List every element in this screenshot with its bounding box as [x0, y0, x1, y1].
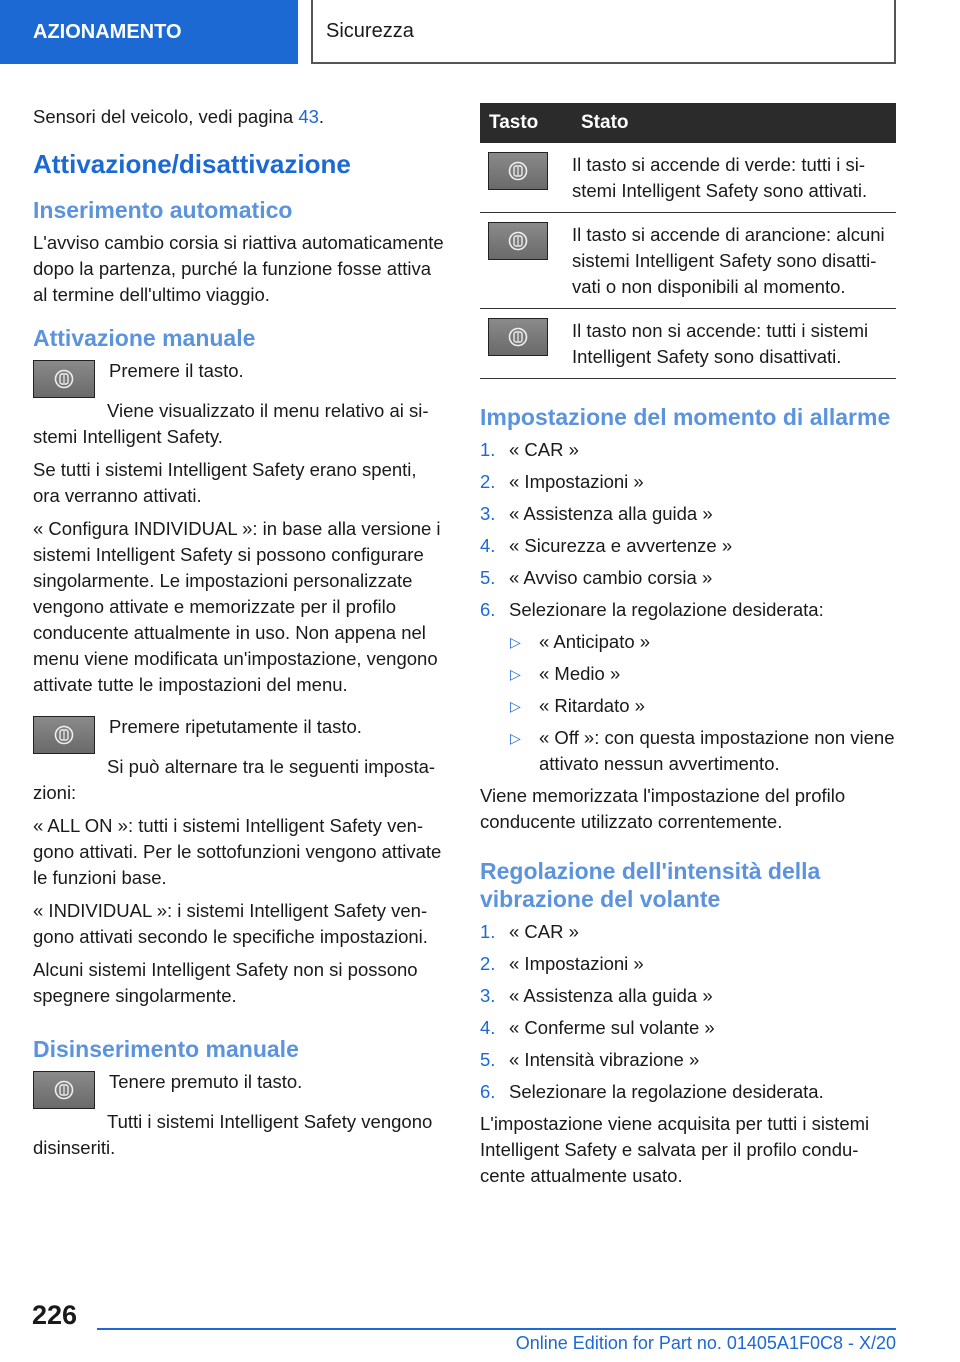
list-item: ▷ « Anticipato »	[509, 629, 896, 655]
intelligent-safety-icon	[54, 725, 74, 745]
list-item: ▷ « Ritardato »	[509, 693, 896, 719]
table-header-row	[480, 103, 896, 143]
intro-paragraph: Sensori del veicolo, vedi pagina 43.	[33, 106, 325, 127]
manual-individual-text: « Configura INDIVIDUAL »: in base alla versione i sistemi Intelligent Safety si possono configurare singolarmente. Le impostazioni personalizzate vengono attivate e memorizzate per il profilo conducente attualmente in uso. Non appena nel menu viene modificata un'impostazione, vengono attivate tutte le impostazioni del menu.	[33, 518, 441, 695]
list-item: ▷ « Medio »	[509, 661, 896, 687]
list-item: 2. « Impostazioni »	[480, 471, 644, 492]
list-item: 1. « CAR »	[480, 921, 579, 942]
manual-press-text: Premere il tasto.	[109, 360, 244, 381]
page-number: 226	[32, 1300, 78, 1330]
table-state-cell: Il tasto non si accende: tutti i sistemi Intelligent Safety sono disattivati.	[572, 309, 896, 379]
deact-hold-text: Tenere premuto il tasto.	[109, 1071, 303, 1092]
manual-press-row	[33, 358, 447, 398]
triangle-bullet-icon: ▷	[510, 730, 521, 746]
safety-button-image	[488, 318, 548, 356]
repeat-press-text: Premere ripetutamente il tasto.	[109, 716, 362, 737]
table-key-cell	[480, 213, 572, 309]
right-column	[480, 103, 896, 1196]
heading-vibration: Regolazione dell'intensità della vibrazione del volante	[480, 858, 821, 912]
individual-text: « INDIVIDUAL »: i sistemi Intelligent Safety vengono attivati secondo le specifiche impostazioni.	[33, 900, 428, 947]
safety-button-image	[33, 716, 95, 754]
footer-divider	[97, 1328, 896, 1330]
heading-alarm: Impostazione del momento di allarme	[480, 404, 891, 430]
table-row	[480, 213, 896, 309]
intelligent-safety-icon	[54, 369, 74, 389]
triangle-bullet-icon: ▷	[510, 666, 521, 682]
table-state-cell: Il tasto si accende di arancione: alcuni sistemi Intelligent Safety sono disattivati o non disponibili al momento.	[572, 213, 896, 309]
list-item: 6. Selezionare la regolazione desiderata.	[480, 1081, 824, 1102]
intelligent-safety-icon	[508, 161, 528, 181]
section-tab: AZIONAMENTO	[0, 0, 298, 64]
deact-all-text: Tutti i sistemi Intelligent Safety vengono disinseriti.	[33, 1111, 433, 1158]
list-item: 3. « Assistenza alla guida »	[480, 503, 713, 524]
repeat-press-row	[33, 714, 447, 754]
list-item: 4. « Conferme sul volante »	[480, 1017, 715, 1038]
table-key-cell	[480, 143, 572, 213]
manual-shown-text: Viene visualizzato il menu relativo ai sistemi Intelligent Safety.	[33, 400, 429, 447]
safety-button-image	[33, 1071, 95, 1109]
heading-auto: Inserimento automatico	[33, 197, 293, 223]
table-row	[480, 309, 896, 379]
heading-manual: Attivazione manuale	[33, 325, 256, 351]
heading-deactivation: Disinserimento manuale	[33, 1036, 299, 1062]
table-header-state: Stato	[572, 103, 896, 143]
table-row	[480, 143, 896, 213]
table-header-key: Tasto	[480, 103, 572, 143]
deact-row	[33, 1069, 447, 1109]
alarm-steps	[480, 437, 896, 623]
list-item: 1. « CAR »	[480, 439, 579, 460]
intelligent-safety-icon	[54, 1080, 74, 1100]
list-item: ▷ « Off »: con questa impostazione non viene attivato nessun avvertimento.	[509, 725, 896, 777]
list-item: 5. « Avviso cambio corsia »	[480, 567, 713, 588]
some-systems-text: Alcuni sistemi Intelligent Safety non si possono spegnere singolarmente.	[33, 959, 418, 1006]
intelligent-safety-icon	[508, 327, 528, 347]
list-item: 6. Selezionare la regolazione desiderata:	[480, 599, 824, 620]
list-item: 4. « Sicurezza e avvertenze »	[480, 535, 733, 556]
list-item: 5. « Intensità vibrazione »	[480, 1049, 700, 1070]
intelligent-safety-icon	[508, 231, 528, 251]
safety-button-image	[488, 222, 548, 260]
table-key-cell	[480, 309, 572, 379]
manual-if-off-text: Se tutti i sistemi Intelligent Safety erano spenti, ora verranno attivati.	[33, 459, 417, 506]
table-state-cell: Il tasto si accende di verde: tutti i sistemi Intelligent Safety sono attivati.	[572, 143, 896, 213]
safety-button-image	[33, 360, 95, 398]
list-item: 2. « Impostazioni »	[480, 953, 644, 974]
list-item: 3. « Assistenza alla guida »	[480, 985, 713, 1006]
alarm-options	[480, 629, 896, 777]
left-column	[33, 100, 447, 1168]
auto-text: L'avviso cambio corsia si riattiva automaticamente dopo la partenza, purché la funzione fosse attiva al termine dell'ultimo viaggio.	[33, 232, 444, 305]
triangle-bullet-icon: ▷	[510, 698, 521, 714]
vibration-steps	[480, 919, 896, 1105]
vibration-note: L'impostazione viene acquisita per tutti i sistemi Intelligent Safety e salvata per il profilo conducente attualmente usato.	[480, 1113, 870, 1186]
chapter-title: Sicurezza	[311, 0, 896, 64]
all-on-text: « ALL ON »: tutti i sistemi Intelligent Safety vengono attivati. Per le sottofunzioni vengono attivate le funzioni base.	[33, 815, 442, 888]
triangle-bullet-icon: ▷	[510, 634, 521, 650]
safety-button-image	[488, 152, 548, 190]
footer-edition: Online Edition for Part no. 01405A1F0C8 - X/20	[515, 1333, 896, 1353]
alarm-note: Viene memorizzata l'impostazione del profilo conducente utilizzato correntemente.	[480, 785, 846, 832]
repeat-toggle-text: Si può alternare tra le seguenti impostazioni:	[33, 756, 436, 803]
heading-activation: Attivazione/disattivazione	[33, 149, 351, 179]
status-table	[480, 103, 896, 379]
page-link[interactable]: 43	[298, 106, 319, 127]
